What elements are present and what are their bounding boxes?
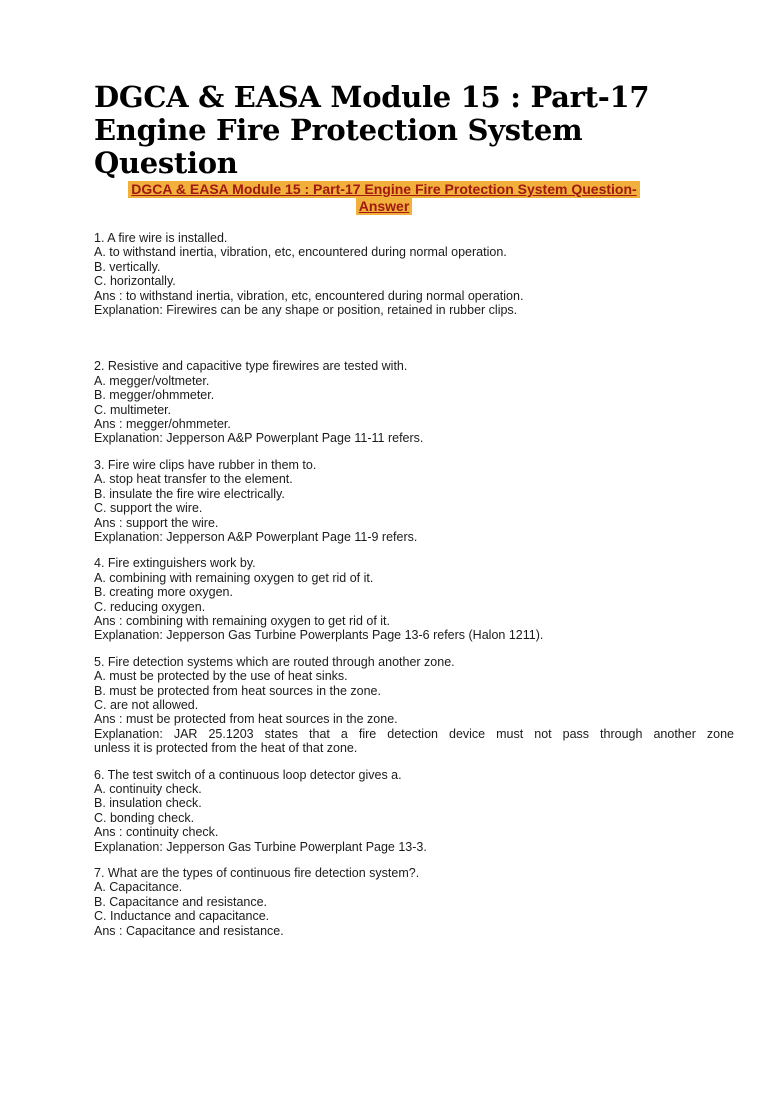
subtitle-link-line[interactable]: Answer bbox=[0, 198, 768, 215]
explanation-text: Explanation: Jepperson Gas Turbine Powerplant Page 13-3. bbox=[94, 839, 427, 854]
explanation-text: Explanation: Firewires can be any shape or position, retained in rubber clips. bbox=[94, 303, 518, 318]
question-option: A. stop heat transfer to the element. bbox=[94, 472, 293, 487]
question-block bbox=[94, 655, 734, 756]
page-title bbox=[94, 81, 728, 180]
question-option: B. Capacitance and resistance. bbox=[94, 894, 268, 909]
explanation-text: unless it is protected from the heat of that zone. bbox=[94, 741, 358, 756]
question-option: A. must be protected by the use of heat sinks. bbox=[94, 669, 348, 684]
question-block bbox=[94, 231, 734, 317]
question-text: 1. A fire wire is installed. bbox=[94, 231, 228, 245]
question-option: A. combining with remaining oxygen to get rid of it. bbox=[94, 570, 374, 585]
question-text: 2. Resistive and capacitive type firewires are tested with. bbox=[94, 359, 408, 374]
question-option: C. Inductance and capacitance. bbox=[94, 909, 270, 924]
answer-text: Ans : Capacitance and resistance. bbox=[94, 923, 284, 938]
subtitle-link-line[interactable]: DGCA & EASA Module 15 : Part-17 Engine Fire Protection System Question- bbox=[0, 181, 768, 198]
page-title-line: Engine Fire Protection System bbox=[94, 113, 583, 147]
question-option: A. continuity check. bbox=[94, 782, 202, 796]
answer-text: Ans : must be protected from heat sources in the zone. bbox=[94, 712, 398, 727]
question-option: C. support the wire. bbox=[94, 501, 203, 516]
page-title-line: Question bbox=[94, 146, 238, 180]
question-block bbox=[94, 359, 734, 445]
answer-text: Ans : continuity check. bbox=[94, 825, 219, 840]
answer-text: Ans : to withstand inertia, vibration, etc, encountered during normal operation. bbox=[94, 288, 524, 303]
question-option: A. to withstand inertia, vibration, etc, encountered during normal operation. bbox=[94, 245, 507, 260]
explanation-text: Explanation: Jepperson Gas Turbine Powerplants Page 13-6 refers (Halon 1211). bbox=[94, 628, 544, 643]
subtitle-link[interactable] bbox=[0, 181, 768, 215]
question-block bbox=[94, 458, 734, 544]
question-block bbox=[94, 866, 734, 938]
explanation-text: Explanation: JAR 25.1203 states that a fire detection device must not pass through another zone bbox=[94, 726, 734, 741]
question-block bbox=[94, 556, 734, 642]
question-text: 7. What are the types of continuous fire detection system?. bbox=[94, 866, 420, 881]
answer-text: Ans : support the wire. bbox=[94, 515, 219, 530]
question-option: C. horizontally. bbox=[94, 274, 176, 289]
question-option: B. megger/ohmmeter. bbox=[94, 388, 215, 403]
question-option: A. Capacitance. bbox=[94, 880, 183, 895]
question-option: A. megger/voltmeter. bbox=[94, 373, 210, 388]
explanation-text: Explanation: Jepperson A&P Powerplant Page 11-9 refers. bbox=[94, 529, 418, 544]
question-list bbox=[94, 231, 734, 938]
question-block bbox=[94, 768, 734, 854]
question-text: 3. Fire wire clips have rubber in them to. bbox=[94, 457, 317, 472]
question-text: 5. Fire detection systems which are routed through another zone. bbox=[94, 654, 455, 669]
answer-text: Ans : megger/ohmmeter. bbox=[94, 417, 231, 432]
question-text: 4. Fire extinguishers work by. bbox=[94, 556, 256, 571]
question-option: C. reducing oxygen. bbox=[94, 599, 206, 614]
answer-text: Ans : combining with remaining oxygen to get rid of it. bbox=[94, 613, 390, 628]
question-option: B. insulate the fire wire electrically. bbox=[94, 486, 285, 501]
explanation-text: Explanation: Jepperson A&P Powerplant Page 11-11 refers. bbox=[94, 431, 424, 446]
page-title-line: DGCA & EASA Module 15 : Part-17 bbox=[94, 80, 650, 114]
question-option: B. vertically. bbox=[94, 259, 161, 274]
question-option: B. insulation check. bbox=[94, 796, 202, 811]
question-option: B. must be protected from heat sources in the zone. bbox=[94, 683, 381, 698]
question-text: 6. The test switch of a continuous loop detector gives a. bbox=[94, 767, 402, 782]
question-option: C. bonding check. bbox=[94, 810, 195, 825]
question-option: C. are not allowed. bbox=[94, 697, 199, 712]
question-option: B. creating more oxygen. bbox=[94, 585, 233, 600]
question-option: C. multimeter. bbox=[94, 402, 172, 417]
document-page bbox=[0, 81, 768, 1105]
